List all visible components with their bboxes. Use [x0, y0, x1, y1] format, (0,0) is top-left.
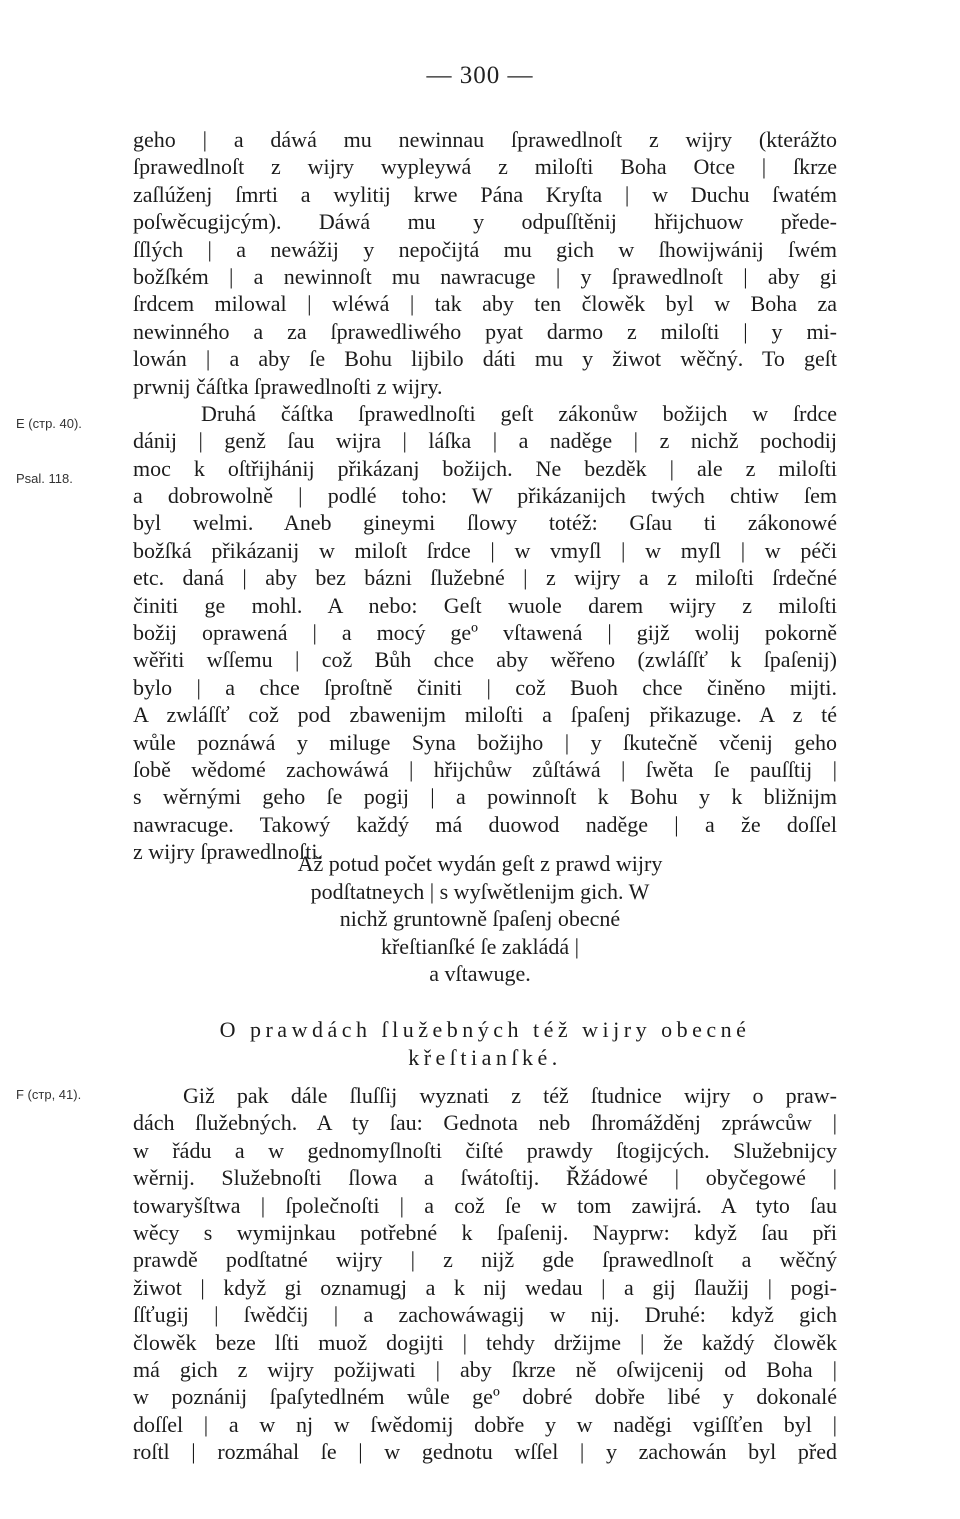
text-line: božſkém | a newinnoſt mu nawracuge | y ſprawedlnoſt | aby gi [133, 263, 837, 289]
text-line: má gich z wijry požijwati | aby ſkrze ně oſwijcenij od Boha | [133, 1356, 837, 1382]
text-line: Giž pak dále ſluſſij wyznati z též ſtudnice wijry o praw- [183, 1083, 837, 1108]
text-line: newinného a za ſprawedliwého pyat darmo z miloſti | y mi- [133, 318, 837, 344]
text-line: z wijry ſprawedlnoſti. [133, 839, 324, 865]
paragraph-block-2 [133, 1082, 837, 1465]
text-line: ſſťugij | ſwědčij | a zachowáwagij w nij. Druhé: když gich [133, 1302, 837, 1328]
text-line: a dobrowolně | podlé toho: W přikázanijch twých chtiw ſem [133, 483, 837, 509]
text-line: ſobě wědomé zachowáwá | hřijchůw zůſtáwá | ſwěta ſe pauſſtij | [133, 756, 837, 782]
text-line: činiti ge mohl. A nebo: Geſt wuole darem wijry z miloſti [133, 592, 837, 618]
text-line: křeſtianſké ſe zakládá | [380, 933, 580, 959]
text-line: w řádu a w gednomyſlnoſti čiſté prawdy ſtogijcých. Služebnijcy [133, 1137, 837, 1163]
heading-line: křeſtianſké. [408, 1045, 562, 1070]
text-line: ſrdcem milowal | wléwá | tak aby ten člowěk byl w Boha za [133, 291, 837, 317]
section-heading [133, 1016, 837, 1072]
text-line: ſprawedlnoſt z wijry wypleywá z miloſti Boha Otce | ſkrze [133, 154, 837, 180]
text-line: byl welmi. Aneb gineymi ſlowy totéž: Gſau ti zákonowé [133, 510, 837, 536]
text-line: s wěrnými geho ſe pogij | a powinnoſt k Bohu y k bližnijm [133, 784, 837, 810]
closing-statement [190, 850, 770, 988]
heading-line: O prawdách ſlužebných též wijry obecné [219, 1017, 751, 1042]
text-line: etc. daná | aby bez bázni ſlužebné | z wijry a z miloſti ſrdečné [133, 565, 837, 591]
text-line: roſtl | rozmáhal ſe | w gednotu wſſel | y zachowán byl před [133, 1439, 837, 1465]
text-line: lowán | a aby ſe Bohu lijbilo dáti mu y žiwot wěčný. To geſt [133, 346, 837, 372]
text-line: prwnij čáſtka ſprawedlnoſti z wijry. [133, 373, 443, 399]
text-line: wůle poznáwá y miluge Syna božijho | y ſkutečně včenij geho [133, 729, 837, 755]
text-line: Až potud počet wydán geſt z prawd wijry [297, 851, 663, 876]
text-line: podſtatneych | s wyſwětlenijm gich. W [310, 878, 650, 904]
text-line: w poznánij ſpaſytedlném wůle geº dobré dobře libé y dokonalé [133, 1384, 837, 1410]
text-line: nawracuge. Takowý každý má duowod naděge | a že doſſel [133, 811, 837, 837]
text-line: towaryšſtwa | ſpolečnoſti | a což ſe w tom zawijrá. A tyto ſau [133, 1192, 837, 1218]
text-line: wěcy s wymijnkau potřebné k ſpaſenij. Nayprw: když ſau při [133, 1219, 837, 1245]
text-line: zaſlúženj ſmrti a wylitij krwe Pána Kryſta | w Duchu ſwatém [133, 181, 837, 207]
text-line: moc k oſtřijhánij přikázanj božijch. Ne bezděk | ale z miloſti [133, 455, 837, 481]
paragraph-block-1 [133, 126, 837, 866]
text-line: žiwot | když gi oznamugj a k nij wedau | a gij ſlaužij | pogi- [133, 1274, 837, 1300]
text-line: geho | a dáwá mu newinnau ſprawedlnoſt z wijry (kterážto [133, 127, 837, 152]
margin-note-psalm: Psal. 118. [16, 471, 73, 486]
text-line: wěřiti wſſemu | což Bůh chce aby wěřeno (zwláſſť k ſpaſenij) [133, 647, 837, 673]
text-line: nichž gruntowně ſpaſenj obecné [339, 906, 621, 932]
text-line: poſwěcugijcým). Dáwá mu y odpuſſtěnij hřijchuow přede- [133, 209, 837, 235]
margin-note-reference: E (стр. 40). [16, 416, 82, 431]
text-line: A zwláſſť což pod zbawenijm miloſti a ſpaſenj přikazuge. A z té [133, 702, 837, 728]
text-line: bylo | a chce ſproſtně činiti | což Buoh chce činěno mijti. [133, 674, 837, 700]
text-line: dách ſlužebných. A ty ſau: Gednota neb ſhromážděnj zpráwcůw | [133, 1110, 837, 1136]
text-line: ſſlých | a newážij y nepočijtá mu gich w ſhowijwánij ſwém [133, 236, 837, 262]
text-line: božij oprawená | a mocý geº vſtawená | gijž wolij pokorně [133, 620, 837, 646]
text-line: člowěk beze lſti muož dogijti | tehdy držijme | že každý člowěk [133, 1329, 837, 1355]
text-line: wěrnij. Služebnoſti ſlowa a ſwátoſtij. Řžádowé | obyčegowé | [133, 1165, 837, 1191]
page-number: — 300 — [426, 62, 534, 89]
text-line: a vſtawuge. [429, 961, 531, 987]
text-line: dánij | genž ſau wijra | láſka | a naděge | z nichž pochodij [133, 428, 837, 454]
text-line: doſſel | a w nj w ſwědomij dobře y w naděgi vgiſſťen byl | [133, 1411, 837, 1437]
margin-note-reference: F (стр, 41). [16, 1087, 82, 1102]
text-line: božſká přikázanij w miloſt ſrdce | w vmyſl | w myſl | w péči [133, 537, 837, 563]
text-line: prawdě podſtatné wijry | z nijž gde ſprawedlnoſt a wěčný [133, 1247, 837, 1273]
text-line: Druhá čáſtka ſprawedlnoſti geſt zákonůw božijch w ſrdce [201, 400, 837, 426]
